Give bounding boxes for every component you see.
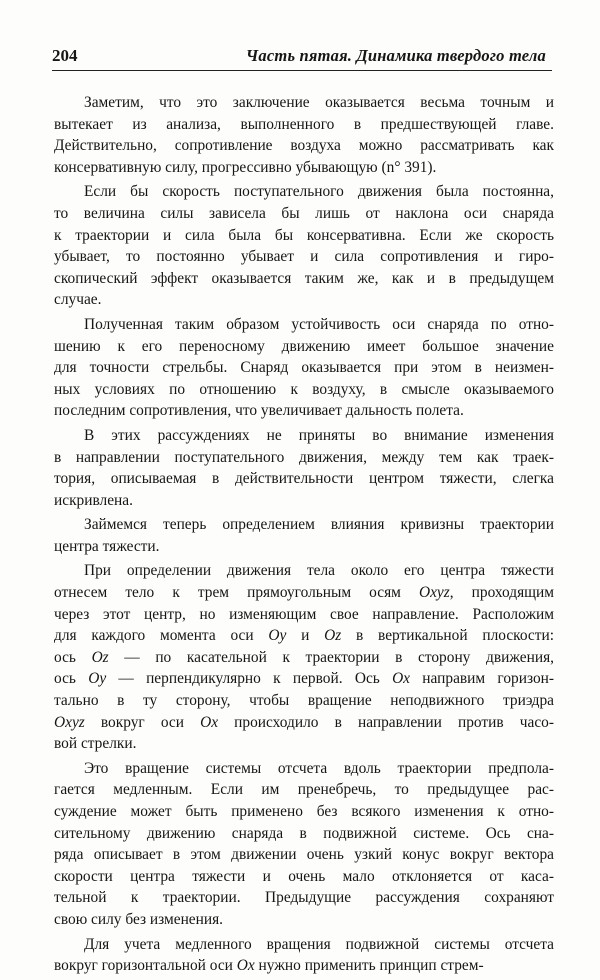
paragraph	[54, 92, 554, 178]
text-line: Полученная таким образом устойчивость оси снаряда по отно-	[84, 315, 554, 333]
text-line: При определении движения тела около его центра тяжести	[84, 562, 554, 580]
text-line: ось Oy — перпендикулярно к первой. Ось Ox направим горизон-	[54, 670, 555, 688]
text-line: последним сопротивления, что увеличивает дальность полета.	[54, 402, 464, 420]
text-line: ряда описывает в этом движении очень узкий конус вокруг вектора	[54, 846, 554, 864]
text-line: В этих рассуждениях не приняты во внимание изменения	[84, 426, 554, 444]
text-line: убывает, то постоянно убывает и сила сопротивления и гиро-	[54, 248, 554, 266]
text-line: Действительно, сопротивление воздуха можно рассматривать как	[54, 137, 554, 155]
text-line: скопический эффект оказывается таким же, как и в предыдущем	[54, 269, 554, 287]
text-line: скорости центра тяжести и очень мало отклоняется от каса-	[54, 867, 554, 885]
text-line: Займемся теперь определением влияния кривизны траектории	[84, 516, 554, 534]
text-line: вокруг горизонтальной оси Ox нужно применить принцип стрем-	[54, 957, 484, 975]
paragraph	[54, 934, 554, 977]
text-line: для точности стрельбы. Снаряд оказывается при этом в неизмен-	[54, 359, 554, 377]
text-line: тельной к траектории. Предыдущие рассуждения сохраняют	[54, 889, 554, 907]
paragraph	[54, 425, 554, 511]
text-line: ось Oz — по касательной к траектории в сторону движения,	[54, 648, 554, 666]
text-line: гается медленным. Если им пренебречь, то предыдущее рас-	[54, 781, 554, 799]
text-line: тально в ту сторону, чтобы вращение неподвижного триэдра	[54, 692, 554, 710]
text-line: случае.	[54, 291, 102, 309]
text-line: вытекает из анализа, выполненного в предшествующей главе.	[54, 115, 554, 133]
paragraph	[54, 181, 554, 311]
paragraph	[54, 514, 554, 557]
running-title: Часть пятая. Динамика твердого тела	[245, 46, 546, 65]
text-line: свою силу без изменения.	[54, 910, 224, 928]
text-line: тория, описываемая в действительности центром тяжести, слегка	[54, 470, 554, 488]
text-line: искривлена.	[54, 491, 133, 509]
text-line: суждение может быть применено без всякого изменения к отно-	[54, 803, 554, 820]
text-line: Заметим, что это заключение оказывается весьма точным и	[84, 94, 554, 111]
paragraph	[54, 758, 554, 931]
text-line: то величина силы зависела бы лишь от наклона оси снаряда	[54, 204, 554, 222]
page-header	[52, 44, 552, 71]
text-line: Если бы скорость поступательного движения была постоянна,	[84, 183, 554, 201]
text-line: Для учета медленного вращения подвижной системы отсчета	[84, 935, 554, 953]
text-line: Oxyz вокруг оси Ox происходило в направлении против часо-	[54, 713, 554, 731]
text-line: для каждого момента оси Oy и Oz в вертикальной плоскости:	[54, 627, 554, 645]
text-line: центра тяжести.	[54, 537, 160, 555]
text-line: Это вращение системы отсчета вдоль траектории предпола-	[84, 759, 554, 777]
text-line: через этот центр, но изменяющим свое направление. Расположим	[54, 605, 554, 623]
paragraph	[54, 314, 554, 422]
paragraph	[54, 560, 554, 754]
page-number: 204	[52, 46, 78, 65]
text-line: к траектории и сила была бы консервативна. Если же скорость	[54, 226, 554, 244]
text-line: в направлении поступательного движения, между тем как траек-	[54, 448, 554, 466]
text-line: консервативную силу, прогрессивно убывающую (n° 391).	[54, 158, 437, 176]
text-line: отнесем тело к трем прямоугольным осям Oxyz, проходящим	[54, 584, 554, 602]
text-line: ных условиях по отношению к воздуху, в смысле оказываемого	[54, 380, 554, 398]
text-line: сительному движению снаряда в подвижной системе. Ось сна-	[54, 824, 554, 842]
text-line: шению к его переносному движению имеет большое значение	[54, 337, 554, 355]
text-line: вой стрелки.	[54, 735, 137, 753]
body-text	[54, 92, 554, 980]
